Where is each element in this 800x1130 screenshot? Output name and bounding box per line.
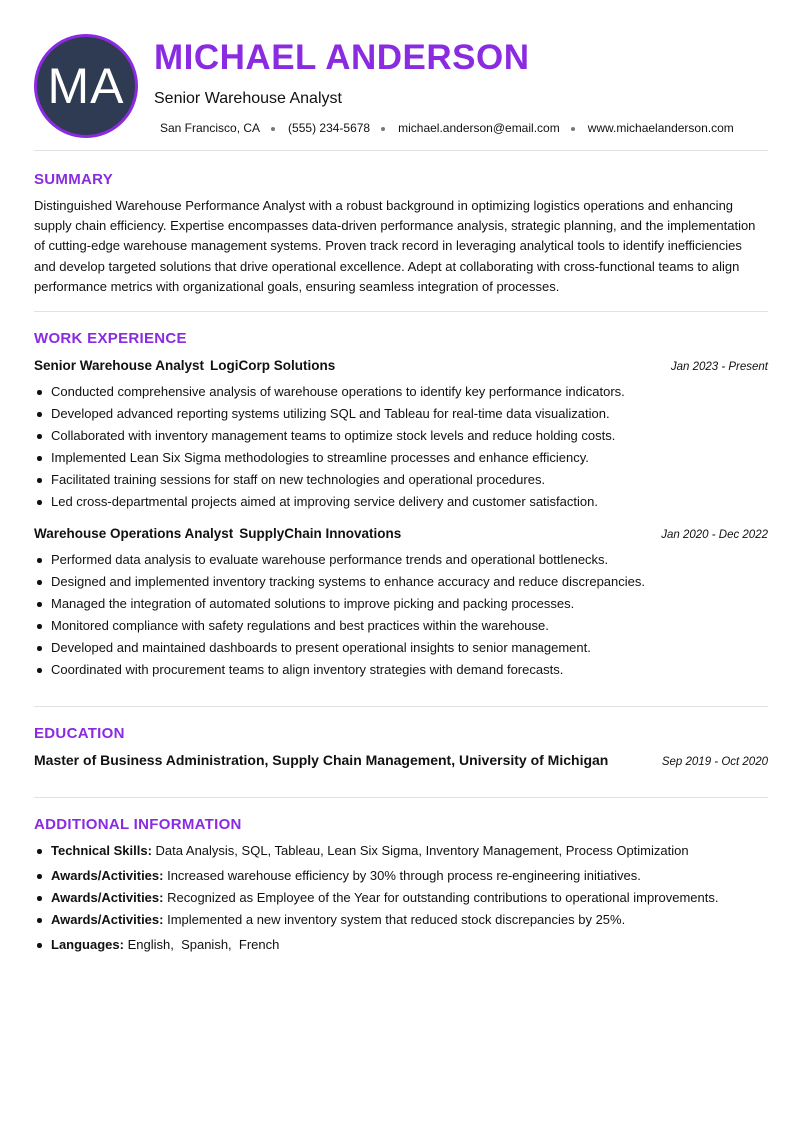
divider [34,311,768,312]
divider [34,797,768,798]
list-item [34,910,768,935]
candidate-title: Senior Warehouse Analyst [154,90,342,107]
list-item: Collaborated with inventory management teams to optimize stock levels and reduce holding costs. [34,426,768,448]
contact-location: San Francisco, CA [160,121,261,135]
job-title-line [34,526,401,541]
divider [34,706,768,707]
list-item [34,935,768,957]
job-bullet-list [34,382,768,515]
education-entry [34,752,768,772]
education-heading: EDUCATION [34,725,125,742]
additional-info-heading: ADDITIONAL INFORMATION [34,816,242,833]
info-text: English, Spanish, French [127,937,280,953]
education-degree: Master of Business Administration, Supply Chain Management, University of Michigan [34,752,609,768]
additional-info-list [34,841,768,957]
work-experience-heading: WORK EXPERIENCE [34,330,187,347]
job-role: Senior Warehouse Analyst [34,358,205,373]
info-label: Technical Skills: [51,843,152,858]
list-item [34,888,768,910]
list-item: Facilitated training sessions for staff on new technologies and operational procedures. [34,470,768,492]
job-company: LogiCorp Solutions [210,358,336,373]
info-text: Recognized as Employee of the Year for outstanding contributions to operational improvements. [167,890,719,906]
job-company: SupplyChain Innovations [239,526,402,541]
contact-phone: (555) 234-5678 [288,121,371,135]
list-item: Performed data analysis to evaluate warehouse performance trends and operational bottlenecks. [34,550,768,572]
info-label: Awards/Activities: [51,912,164,928]
info-label: Awards/Activities: [51,890,164,906]
info-text: Data Analysis, SQL, Tableau, Lean Six Sigma, Inventory Management, Process Optimization [155,843,689,858]
education-dates: Sep 2019 - Oct 2020 [661,756,768,768]
info-text: Increased warehouse efficiency by 30% through process re-engineering initiatives. [167,868,641,883]
list-item: Led cross-departmental projects aimed at improving service delivery and customer satisfaction. [34,492,768,514]
list-item: Coordinated with procurement teams to align inventory strategies with demand forecasts. [34,660,768,682]
job-title-line [34,358,335,373]
job-dates: Jan 2020 - Dec 2022 [661,529,768,541]
job-bullet-list [34,550,768,683]
list-item [34,866,768,888]
divider [34,150,768,151]
resume-header [34,34,768,150]
list-item [34,841,768,866]
info-label: Languages: [51,937,124,953]
job-dates: Jan 2023 - Present [670,361,768,373]
avatar-initials: MA [47,58,125,114]
list-item: Developed and maintained dashboards to present operational insights to senior management. [34,638,768,660]
separator-dot-icon [571,127,575,131]
candidate-name: MICHAEL ANDERSON [154,38,530,77]
list-item: Managed the integration of automated solutions to improve picking and packing processes. [34,594,768,616]
contact-row [160,121,734,135]
summary-text: Distinguished Warehouse Performance Analyst with a robust background in optimizing logistics operations and enhancing supply chain efficiency. Expertise encompasses data-driven performance analysis, strategic planning, and the implementation of cutting-edge warehouse management systems. Proven track record in leveraging analytical tools to identify inefficiencies and develop targeted solutions that drive operational excellence. Adept at collaborating with cross-functional teams to align performance metrics with organizational goals, ensuring seamless integration of processes. [34,198,756,294]
job-role: Warehouse Operations Analyst [34,526,234,541]
info-label: Awards/Activities: [51,868,164,883]
list-item: Implemented Lean Six Sigma methodologies to streamline processes and enhance efficiency. [34,448,768,470]
list-item: Conducted comprehensive analysis of warehouse operations to identify key performance indicators. [34,382,768,404]
list-item: Designed and implemented inventory tracking systems to enhance accuracy and reduce discrepancies. [34,572,768,594]
job-header [34,358,768,376]
contact-website[interactable]: www.michaelanderson.com [587,121,734,135]
avatar [34,34,138,138]
list-item: Developed advanced reporting systems utilizing SQL and Tableau for real-time data visualization. [34,404,768,426]
separator-dot-icon [271,127,275,131]
summary-heading: SUMMARY [34,171,114,188]
separator-dot-icon [381,127,385,131]
list-item: Monitored compliance with safety regulations and best practices within the warehouse. [34,616,768,638]
contact-email[interactable]: michael.anderson@email.com [398,121,560,135]
job-header [34,526,768,544]
info-text: Implemented a new inventory system that reduced stock discrepancies by 25%. [167,912,626,928]
